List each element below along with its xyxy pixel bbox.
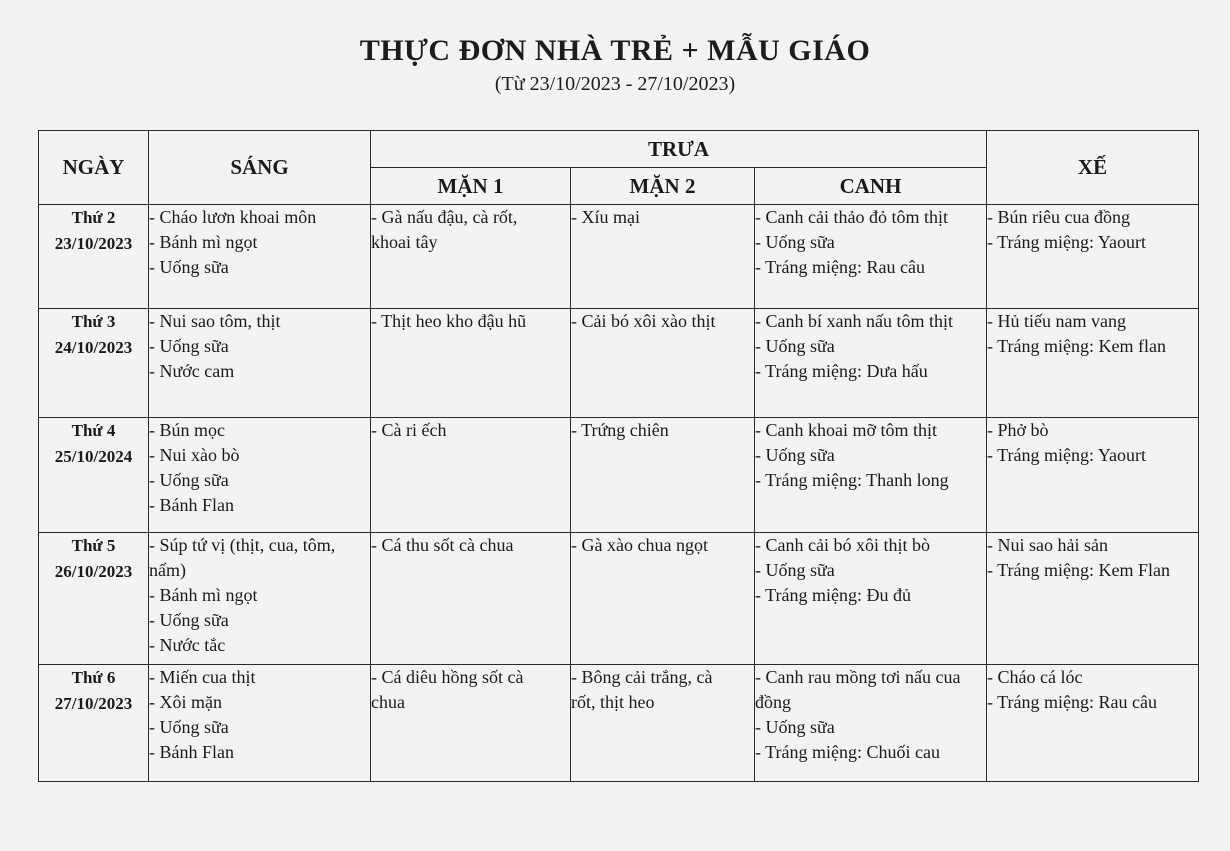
menu-item: - Gà xào chua ngọt [571, 535, 708, 555]
menu-item: - Uống sữa [755, 717, 835, 737]
menu-item: rốt, thịt heo [571, 692, 655, 712]
day-cell [39, 205, 149, 309]
menu-item: - Tráng miệng: Rau câu [987, 692, 1157, 712]
menu-item: - Hủ tiếu nam vang [987, 311, 1126, 331]
soup-cell [755, 205, 987, 309]
menu-item: - Bông cải trắng, cà [571, 667, 713, 687]
date-range-subtitle: (Từ 23/10/2023 - 27/10/2023) [494, 73, 736, 95]
menu-item: - Canh khoai mỡ tôm thịt [755, 420, 938, 440]
menu-item: - Uống sữa [149, 257, 229, 277]
menu-item: - Cải bó xôi xào thịt [571, 311, 716, 331]
menu-item: nấm) [149, 560, 186, 580]
weekday-label: Thứ 6 [71, 668, 116, 687]
savory-1-cell [371, 418, 571, 533]
table-row [39, 665, 1199, 782]
weekday-label: Thứ 4 [71, 421, 116, 440]
menu-item: - Cháo cá lóc [987, 667, 1083, 687]
menu-item: - Súp tứ vị (thịt, cua, tôm, [149, 535, 336, 555]
menu-item: - Uống sữa [755, 336, 835, 356]
menu-item: đồng [755, 692, 791, 712]
menu-item: - Canh rau mồng tơi nấu cua [755, 667, 961, 687]
weekday-label: Thứ 3 [71, 312, 116, 331]
day-cell [39, 533, 149, 665]
table-row [39, 418, 1199, 533]
menu-item: - Bánh Flan [149, 495, 234, 515]
day-cell [39, 665, 149, 782]
menu-item: - Nước cam [149, 361, 235, 381]
table-row [39, 205, 1199, 309]
morning-cell [149, 309, 371, 418]
menu-item: - Uống sữa [149, 336, 229, 356]
menu-item: - Nui sao tôm, thịt [149, 311, 281, 331]
menu-item: - Nước tắc [149, 635, 226, 655]
weekday-label: Thứ 5 [71, 536, 116, 555]
menu-item: - Cà ri ếch [371, 420, 447, 440]
savory-2-cell [571, 205, 755, 309]
menu-item: - Uống sữa [149, 610, 229, 630]
menu-item: khoai tây [371, 232, 438, 252]
menu-item: - Canh cải thảo đỏ tôm thịt [755, 207, 948, 227]
day-cell [39, 418, 149, 533]
savory-1-cell [371, 533, 571, 665]
menu-item: - Tráng miệng: Dưa hấu [755, 361, 928, 381]
menu-item: - Bánh mì ngọt [149, 232, 258, 252]
savory-2-cell [571, 418, 755, 533]
date-label: 25/10/2024 [54, 447, 133, 466]
header-morning: SÁNG [149, 131, 371, 205]
menu-item: - Bánh Flan [149, 742, 234, 762]
menu-item: - Xíu mại [571, 207, 640, 227]
afternoon-cell [987, 418, 1199, 533]
menu-item: - Nui xào bò [149, 445, 240, 465]
savory-2-cell [571, 533, 755, 665]
header-lunch: TRƯA [371, 131, 987, 168]
morning-cell [149, 205, 371, 309]
menu-item: - Xôi mặn [149, 692, 222, 712]
morning-cell [149, 533, 371, 665]
afternoon-cell [987, 309, 1199, 418]
menu-item: - Gà nấu đậu, cà rốt, [371, 207, 518, 227]
savory-2-cell [571, 665, 755, 782]
header-savory-2: MẶN 2 [571, 168, 755, 205]
savory-2-cell [571, 309, 755, 418]
menu-item: - Uống sữa [755, 445, 835, 465]
afternoon-cell [987, 665, 1199, 782]
menu-item: - Miến cua thịt [149, 667, 256, 687]
menu-item: - Tráng miệng: Rau câu [755, 257, 925, 277]
header-soup: CANH [755, 168, 987, 205]
table-row [39, 309, 1199, 418]
savory-1-cell [371, 665, 571, 782]
savory-1-cell [371, 309, 571, 418]
morning-cell [149, 665, 371, 782]
menu-item: - Cá thu sốt cà chua [371, 535, 514, 555]
date-label: 27/10/2023 [54, 694, 133, 713]
savory-1-cell [371, 205, 571, 309]
soup-cell [755, 533, 987, 665]
menu-item: - Tráng miệng: Kem Flan [987, 560, 1170, 580]
weekly-menu-table [38, 130, 1199, 782]
menu-item: - Tráng miệng: Thanh long [755, 470, 949, 490]
soup-cell [755, 418, 987, 533]
menu-item: - Uống sữa [149, 470, 229, 490]
menu-item: - Uống sữa [755, 560, 835, 580]
soup-cell [755, 309, 987, 418]
menu-item: - Nui sao hải sản [987, 535, 1108, 555]
menu-item: - Cá diêu hồng sốt cà [371, 667, 524, 687]
table-row [39, 533, 1199, 665]
weekday-label: Thứ 2 [71, 208, 116, 227]
menu-item: - Canh cải bó xôi thịt bò [755, 535, 930, 555]
header-savory-1: MẶN 1 [371, 168, 571, 205]
date-label: 26/10/2023 [54, 562, 133, 581]
page-title: THỰC ĐƠN NHÀ TRẺ + MẪU GIÁO [359, 34, 871, 67]
menu-item: - Uống sữa [755, 232, 835, 252]
menu-item: - Bánh mì ngọt [149, 585, 258, 605]
afternoon-cell [987, 205, 1199, 309]
menu-body [39, 205, 1199, 782]
menu-item: - Tráng miệng: Chuối cau [755, 742, 940, 762]
menu-item: - Bún mọc [149, 420, 225, 440]
soup-cell [755, 665, 987, 782]
menu-item: - Uống sữa [149, 717, 229, 737]
date-label: 23/10/2023 [54, 234, 133, 253]
header-day: NGÀY [39, 131, 149, 205]
menu-item: - Phở bò [987, 420, 1049, 440]
afternoon-cell [987, 533, 1199, 665]
menu-item: - Canh bí xanh nấu tôm thịt [755, 311, 953, 331]
header-afternoon: XẾ [987, 131, 1199, 205]
day-cell [39, 309, 149, 418]
menu-item: - Tráng miệng: Yaourt [987, 232, 1147, 252]
date-label: 24/10/2023 [54, 338, 133, 357]
menu-item: - Bún riêu cua đồng [987, 207, 1130, 227]
menu-item: - Tráng miệng: Yaourt [987, 445, 1147, 465]
menu-item: - Tráng miệng: Kem flan [987, 336, 1166, 356]
menu-item: chua [371, 692, 405, 712]
morning-cell [149, 418, 371, 533]
menu-item: - Thịt heo kho đậu hũ [371, 311, 527, 331]
menu-item: - Cháo lươn khoai môn [149, 207, 317, 227]
menu-item: - Trứng chiên [571, 420, 669, 440]
menu-item: - Tráng miệng: Đu đủ [755, 585, 912, 605]
